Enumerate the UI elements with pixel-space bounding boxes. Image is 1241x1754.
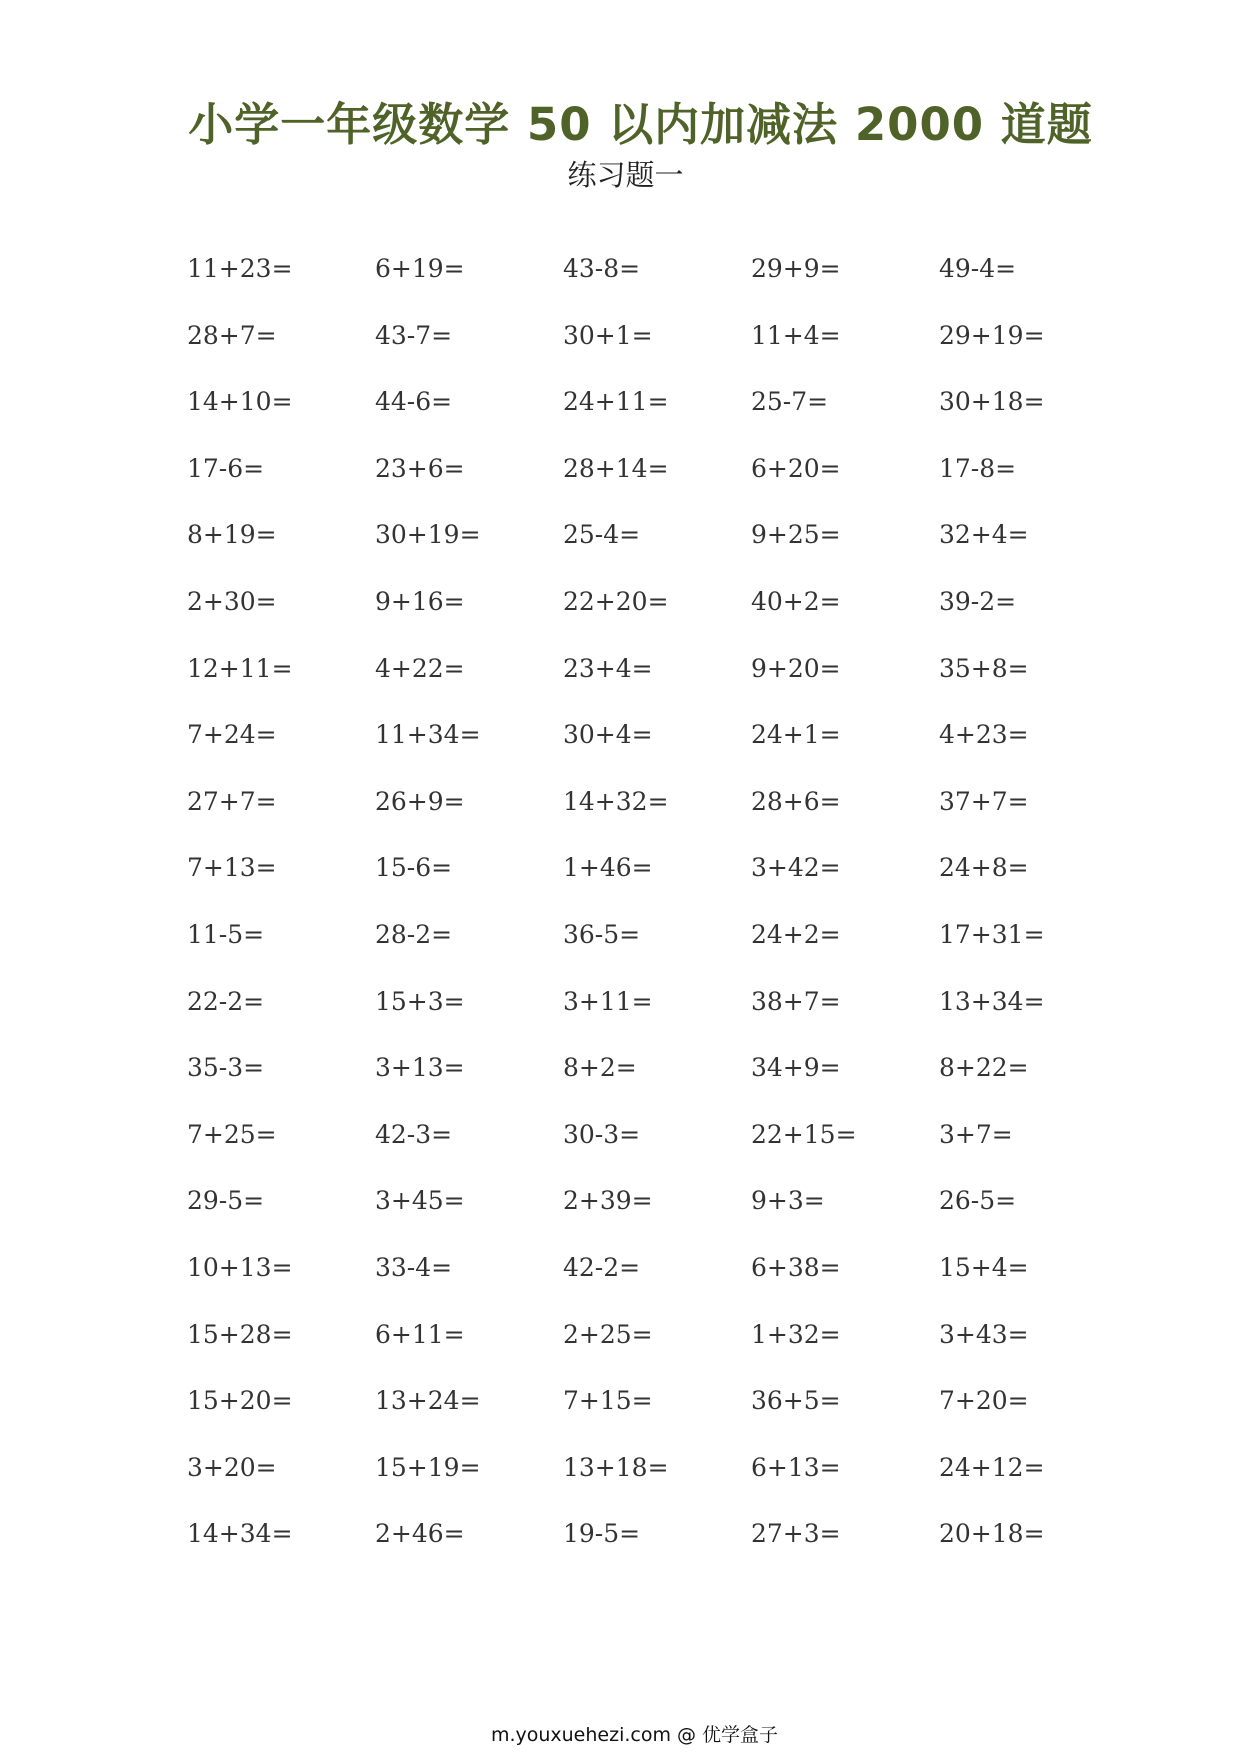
- math-problem: 11-5=: [187, 919, 265, 949]
- math-problem: 10+13=: [187, 1252, 293, 1282]
- math-problem: 26+9=: [375, 786, 465, 816]
- math-problem: 13+18=: [563, 1452, 669, 1482]
- math-problem: 9+25=: [751, 520, 841, 550]
- math-problem: 7+15=: [563, 1386, 653, 1416]
- math-problem: 7+13=: [187, 853, 277, 883]
- math-problem: 29-5=: [187, 1186, 265, 1216]
- math-problem: 30+1=: [563, 320, 653, 350]
- math-problem: 3+7=: [939, 1119, 1013, 1149]
- math-problem: 35-3=: [187, 1053, 265, 1083]
- math-problem: 33-4=: [375, 1252, 453, 1282]
- math-problem: 17+31=: [939, 919, 1045, 949]
- math-problem: 6+38=: [751, 1252, 841, 1282]
- math-problem: 11+4=: [751, 320, 841, 350]
- math-problem: 8+2=: [563, 1053, 637, 1083]
- math-problem: 23+4=: [563, 653, 653, 683]
- math-problem: 19-5=: [563, 1519, 641, 1549]
- math-problem: 3+20=: [187, 1452, 277, 1482]
- math-problem: 42-2=: [563, 1252, 641, 1282]
- math-problem: 25-4=: [563, 520, 641, 550]
- math-problem: 24+12=: [939, 1452, 1045, 1482]
- math-problem: 15-6=: [375, 853, 453, 883]
- math-problem: 22+15=: [751, 1119, 857, 1149]
- math-problem: 30+4=: [563, 720, 653, 750]
- math-problem: 28+14=: [563, 453, 669, 483]
- math-problem: 6+13=: [751, 1452, 841, 1482]
- math-problem: 8+19=: [187, 520, 277, 550]
- math-problem: 7+25=: [187, 1119, 277, 1149]
- math-problem: 29+9=: [751, 254, 841, 283]
- footer-watermark: m.youxuehezi.com @ 优学盒子: [490, 1724, 779, 1746]
- math-problem: 15+19=: [375, 1452, 481, 1482]
- math-problem: 17-8=: [939, 453, 1017, 483]
- math-problem: 24+8=: [939, 853, 1029, 883]
- math-problem: 24+2=: [751, 919, 841, 949]
- math-problem: 13+34=: [939, 986, 1045, 1016]
- math-problem: 2+30=: [187, 586, 277, 616]
- math-problem: 6+20=: [751, 453, 841, 483]
- math-problem: 3+43=: [939, 1319, 1029, 1349]
- math-problem: 15+3=: [375, 986, 465, 1016]
- math-problem: 7+20=: [939, 1386, 1029, 1416]
- math-problem: 26-5=: [939, 1186, 1017, 1216]
- math-problem: 15+20=: [187, 1386, 293, 1416]
- math-problem: 6+19=: [375, 254, 465, 283]
- math-problem: 14+10=: [187, 387, 293, 417]
- math-problem: 28-2=: [375, 919, 453, 949]
- math-problem: 39-2=: [939, 586, 1017, 616]
- math-problem: 43-8=: [563, 254, 641, 283]
- math-problem: 44-6=: [375, 387, 453, 417]
- math-problem: 13+24=: [375, 1386, 481, 1416]
- math-problem: 11+34=: [375, 720, 481, 750]
- math-problem: 3+11=: [563, 986, 653, 1016]
- math-problem: 20+18=: [939, 1519, 1045, 1549]
- math-problem: 2+46=: [375, 1519, 465, 1549]
- math-problem: 2+39=: [563, 1186, 653, 1216]
- math-problem: 14+32=: [563, 786, 669, 816]
- math-problem: 30-3=: [563, 1119, 641, 1149]
- math-problem: 36-5=: [563, 919, 641, 949]
- math-problem: 9+16=: [375, 586, 465, 616]
- math-problem: 25-7=: [751, 387, 829, 417]
- math-problem: 1+32=: [751, 1319, 841, 1349]
- math-problem: 9+3=: [751, 1186, 825, 1216]
- math-problem: 43-7=: [375, 320, 453, 350]
- math-problem: 6+11=: [375, 1319, 465, 1349]
- math-problem: 22-2=: [187, 986, 265, 1016]
- math-problem: 37+7=: [939, 786, 1029, 816]
- math-problem: 27+3=: [751, 1519, 841, 1549]
- problem-grid: [187, 247, 1127, 1579]
- math-problem: 17-6=: [187, 453, 265, 483]
- math-problem: 24+11=: [563, 387, 669, 417]
- math-problem: 28+7=: [187, 320, 277, 350]
- page-subtitle: 练习题一: [567, 158, 684, 192]
- math-problem: 24+1=: [751, 720, 841, 750]
- math-problem: 15+28=: [187, 1319, 293, 1349]
- math-problem: 9+20=: [751, 653, 841, 683]
- math-problem: 30+19=: [375, 520, 481, 550]
- math-problem: 28+6=: [751, 786, 841, 816]
- math-problem: 15+4=: [939, 1252, 1029, 1282]
- math-problem: 38+7=: [751, 986, 841, 1016]
- math-problem: 35+8=: [939, 653, 1029, 683]
- math-problem: 12+11=: [187, 653, 293, 683]
- math-problem: 32+4=: [939, 520, 1029, 550]
- math-problem: 2+25=: [563, 1319, 653, 1349]
- math-problem: 30+18=: [939, 387, 1045, 417]
- math-problem: 3+13=: [375, 1053, 465, 1083]
- math-problem: 49-4=: [939, 254, 1017, 283]
- math-problem: 4+23=: [939, 720, 1029, 750]
- math-problem: 7+24=: [187, 720, 277, 750]
- math-problem: 36+5=: [751, 1386, 841, 1416]
- math-problem: 11+23=: [187, 254, 293, 283]
- math-problem: 3+42=: [751, 853, 841, 883]
- math-problem: 34+9=: [751, 1053, 841, 1083]
- math-problem: 1+46=: [563, 853, 653, 883]
- math-problem: 4+22=: [375, 653, 465, 683]
- math-problem: 22+20=: [563, 586, 669, 616]
- page-title: 小学一年级数学 50 以内加减法 2000 道题: [188, 98, 1093, 151]
- math-problem: 29+19=: [939, 320, 1045, 350]
- math-problem: 40+2=: [751, 586, 841, 616]
- math-problem: 23+6=: [375, 453, 465, 483]
- math-problem: 3+45=: [375, 1186, 465, 1216]
- math-problem: 8+22=: [939, 1053, 1029, 1083]
- math-problem: 27+7=: [187, 786, 277, 816]
- math-problem: 14+34=: [187, 1519, 293, 1549]
- math-problem: 42-3=: [375, 1119, 453, 1149]
